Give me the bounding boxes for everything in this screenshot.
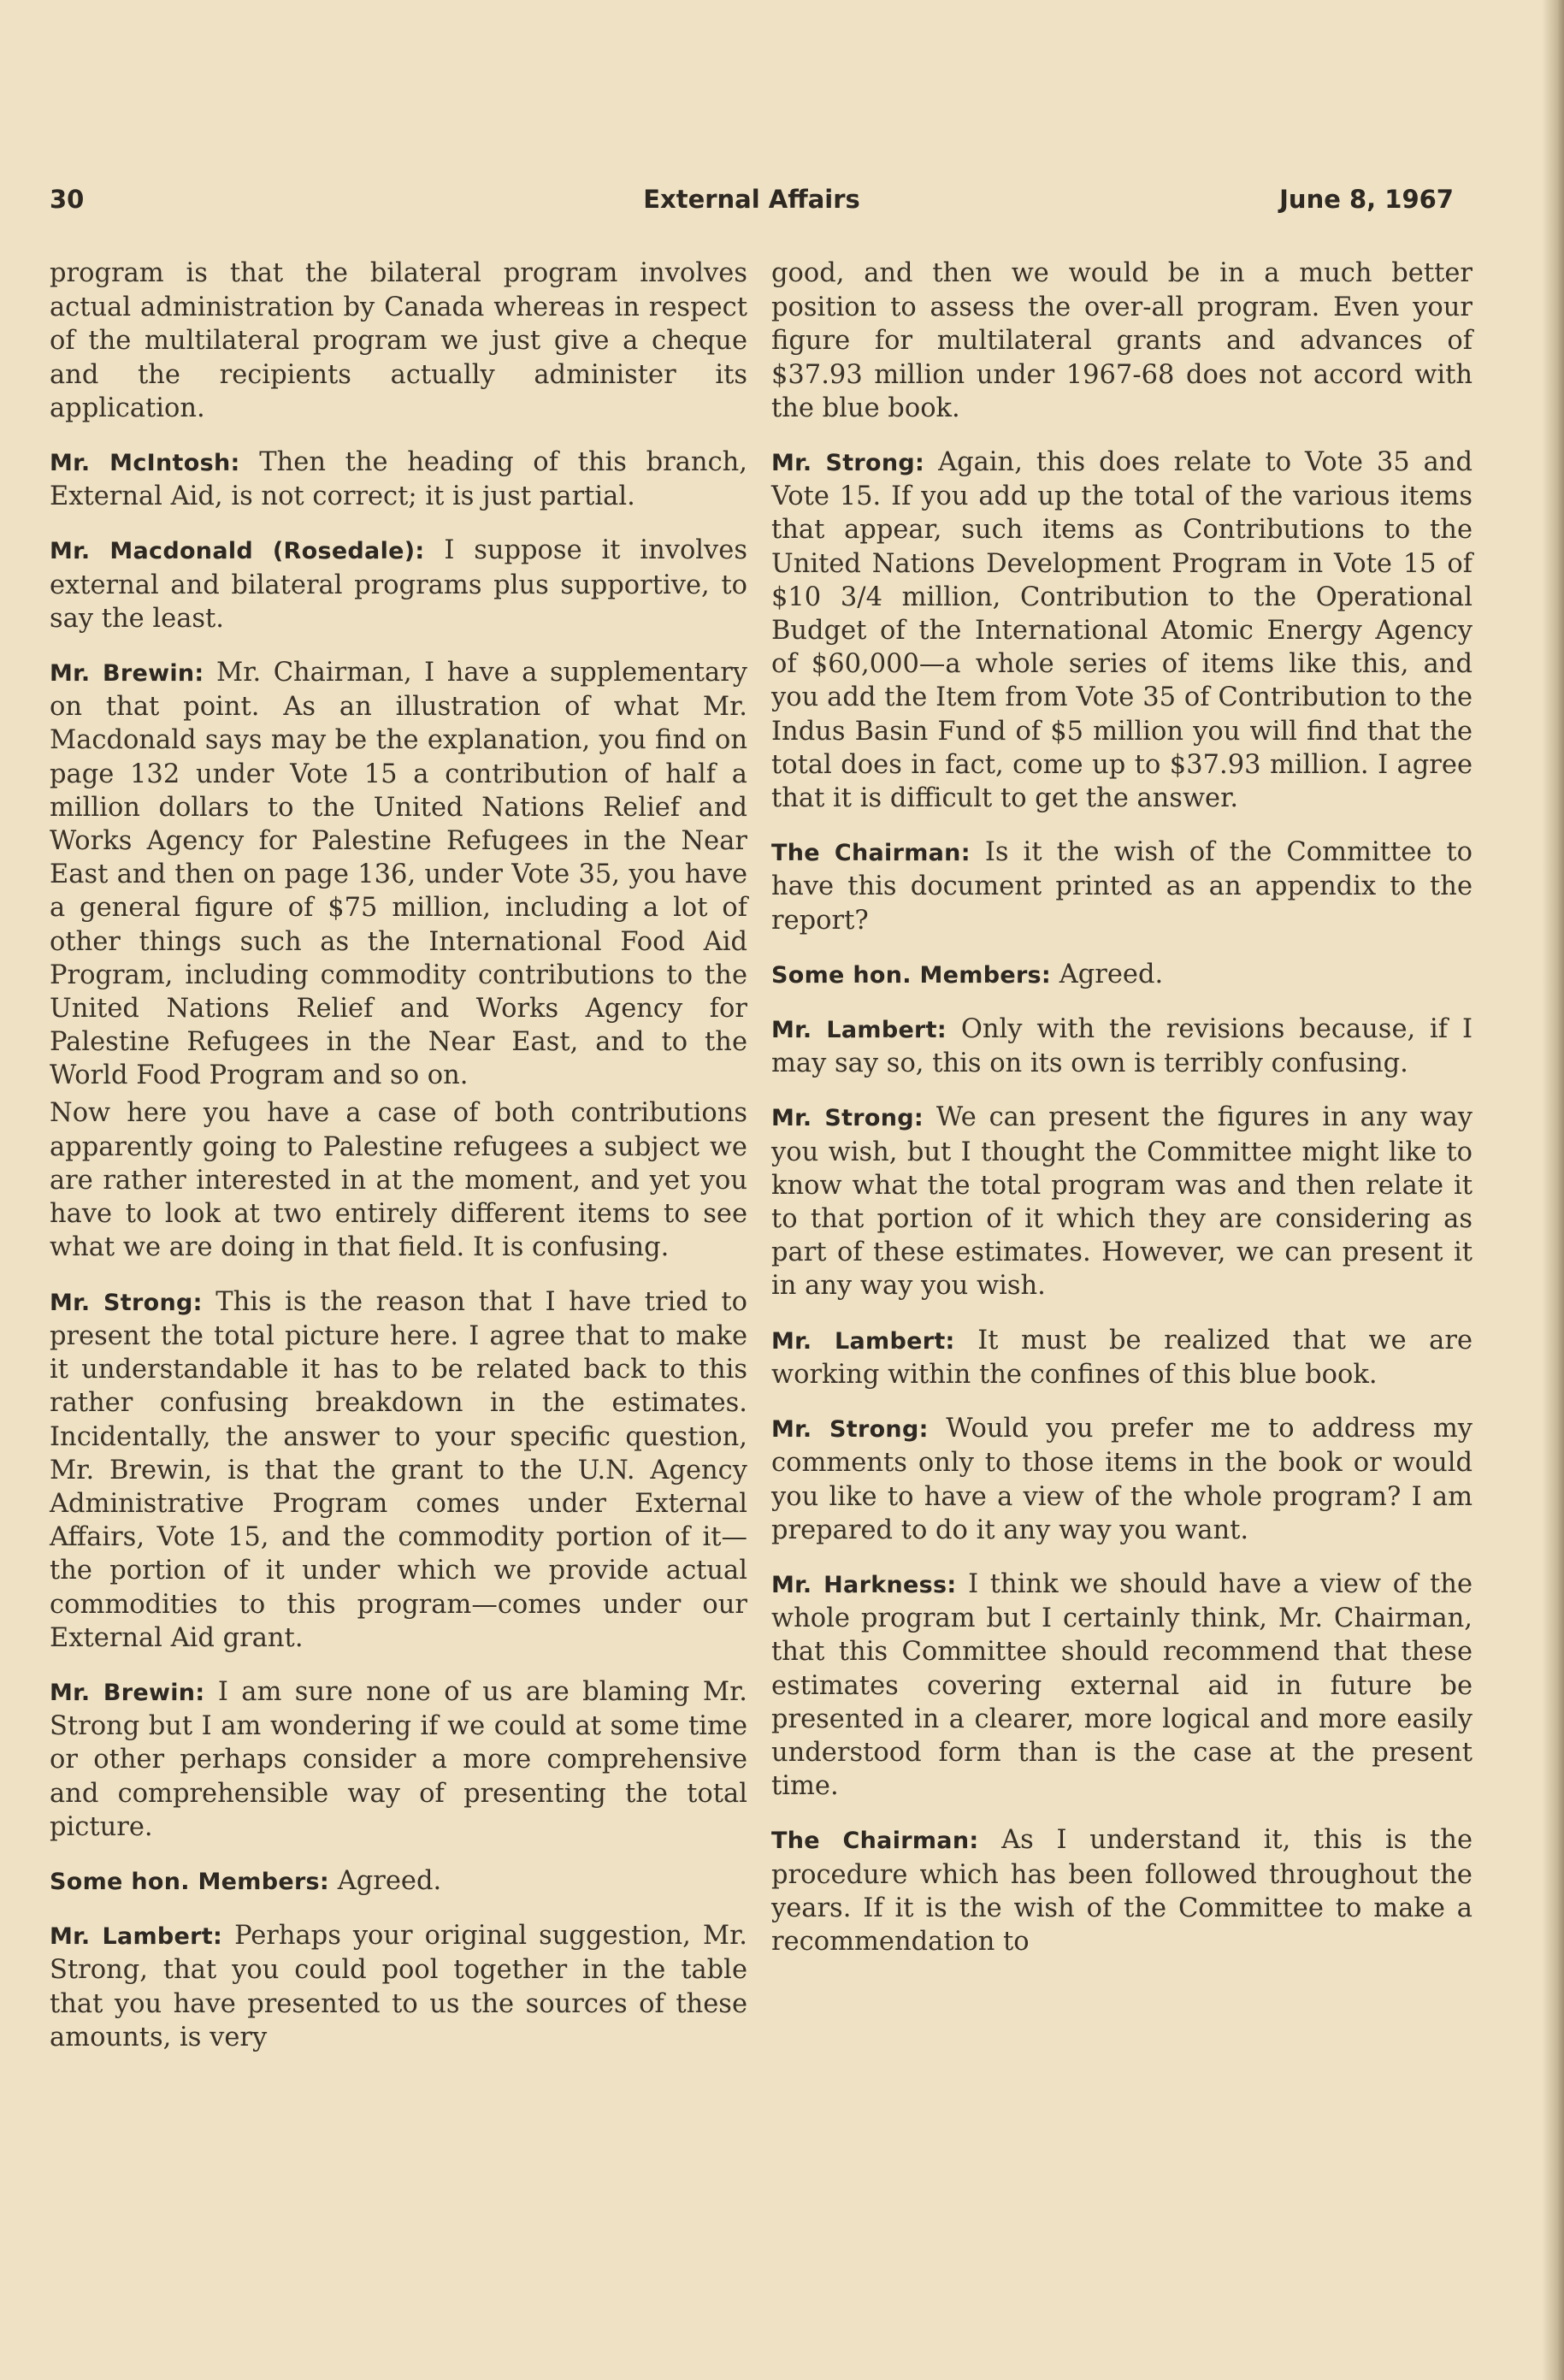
paragraph [771,1013,1473,1080]
paragraph-text: Now here you have a case of both contributions apparently going to Palestine refugees a subject we are rather interested in at the moment, and yet you have to look at two entirely different items to see what we are doing in that field. It is confusing. [50,1097,747,1263]
speaker-name: Mr. Brewin: [50,660,204,688]
page-number: 30 [50,185,85,214]
paragraph [50,1675,747,1844]
right-column [771,257,1473,1979]
paragraph [771,836,1473,937]
paragraph [50,1919,747,2054]
page-header [50,185,1454,219]
paragraph-text: Is it the wish of the Committee to have this document printed as an appendix to the report? [771,837,1473,936]
paragraph [50,1864,747,1899]
speaker-name: Mr. Lambert: [771,1017,947,1044]
paragraph [50,1285,747,1655]
paragraph-text: Agreed. [337,1865,442,1896]
paragraph-text: I think we should have a view of the whole program but I certainly think, Mr. Chairman, that this Committee should recommend that these estimates covering external aid in future be presented in a clearer, more logical and more easily understood form than is the case at the present time. [771,1568,1473,1802]
paragraph-text: Then the heading of this branch, External Aid, is not correct; it is just partial. [50,447,747,512]
paragraph-text: Mr. Chairman, I have a supplementary on that point. As an illustration of what Mr. Macdonald says may be the explanation, you find on page 132 under Vote 15 a contribution of half a million dollars to the United Nations Relief and Works Agency for Palestine Refugees in the Near East and then on page 136, under Vote 35, you have a general figure of $75 million, including a lot of other things such as the International Food Aid Program, including commodity contributions to the United Nations Relief and Works Agency for Palestine Refugees in the Near East, and to the World Food Program and so on. [50,658,748,1091]
paragraph-text: Would you prefer me to address my comments only to those items in the book or would you like to have a view of the whole program? I am prepared to do it any way you want. [771,1414,1473,1545]
paragraph-text: I suppose it involves external and bilateral programs plus supportive, to say the least. [50,535,747,634]
paragraph-text: good, and then we would be in a much better position to assess the over-all program. Even your figure for multilateral grants and advances of $37.93 million under 1967-68 does not accord with the blue book. [771,258,1473,423]
speaker-name: Mr. Macdonald (Rosedale): [50,538,425,565]
speaker-name: Mr. Strong: [771,1105,924,1132]
paragraph-text: It must be realized that we are working within the confines of this blue book. [771,1325,1473,1390]
speaker-name: Some hon. Members: [771,961,1052,989]
paragraph [771,1568,1473,1803]
paragraph-text: Agreed. [1059,959,1164,989]
paragraph [771,1412,1473,1547]
paragraph [50,446,747,513]
paragraph [771,958,1473,992]
page-edge-shadow [1542,0,1564,2380]
speaker-name: Mr. Strong: [771,450,925,477]
speaker-name: Some hon. Members: [50,1868,330,1895]
page-date: June 8, 1967 [1279,185,1454,214]
paragraph [771,1324,1473,1391]
speaker-name: Mr. Lambert: [771,1327,955,1355]
paragraph-text: Only with the revisions because, if I may say so, this on its own is terribly confusing. [771,1014,1473,1079]
paragraph-text: Again, this does relate to Vote 35 and Vote 15. If you add up the total of the various items that appear, such items as Contributions to the United Nations Development Program in Vote 15 of $10 3/4 million, Contribution to the Operational Budget of the International Atomic Energy Agency of $60,000—a whole series of items like this, and you add the Item from Vote 35 of Contribution to the Indus Basin Fund of $5 million you will find that the total does in fact, come up to $37.93 million. I agree that it is difficult to get the answer. [771,447,1473,814]
paragraph-text: Perhaps your original suggestion, Mr. Strong, that you could pool together in the table that you have presented to us the sources of these amounts, is very [50,1921,747,2052]
speaker-name: Mr. Brewin: [50,1679,205,1706]
speaker-name: Mr. McIntosh: [50,450,240,477]
speaker-name: Mr. Strong: [771,1416,929,1444]
paragraph-text: This is the reason that I have tried to present the total picture here. I agree that to make it understandable it has to be related back to this rather confusing breakdown in the estimates. Incidentally, the answer to your specific question, Mr. Brewin, is that the grant to the U.N. Agency Administrative Program comes under External Affairs, Vote 15, and the commodity portion of it—the portion of it under which we provide actual commodities to this program—comes under our External Aid grant. [50,1286,748,1653]
paragraph-text: program is that the bilateral program involves actual administration by Canada whereas in respect of the multilateral program we just give a cheque and the recipients actually administer its application. [50,258,747,423]
paragraph-text: We can present the figures in any way you wish, but I thought the Committee might like to know what the total program was and then relate it to that portion of it which they are considering as part of these estimates. However, we can present it in any way you wish. [771,1102,1473,1302]
paragraph-text: As I understand it, this is the procedure which has been followed throughout the years. If it is the wish of the Committee to make a recommendation to [771,1825,1473,1957]
paragraph [50,257,747,425]
paragraph [50,534,747,635]
speaker-name: Mr. Strong: [50,1289,203,1316]
paragraph [50,1096,747,1265]
left-column [50,257,747,2075]
paragraph [771,1101,1473,1302]
paragraph [771,1823,1473,1958]
paragraph [771,446,1473,815]
speaker-name: The Chairman: [771,840,971,867]
paragraph [50,656,747,1093]
speaker-name: Mr. Lambert: [50,1923,223,1951]
speaker-name: Mr. Harkness: [771,1571,957,1598]
speaker-name: The Chairman: [771,1828,979,1855]
paragraph [771,257,1473,425]
running-title: External Affairs [643,185,860,214]
paragraph-text: I am sure none of us are blaming Mr. Strong but I am wondering if we could at some time or other perhaps consider a more comprehensive and comprehensible way of presenting the total picture. [50,1676,747,1842]
